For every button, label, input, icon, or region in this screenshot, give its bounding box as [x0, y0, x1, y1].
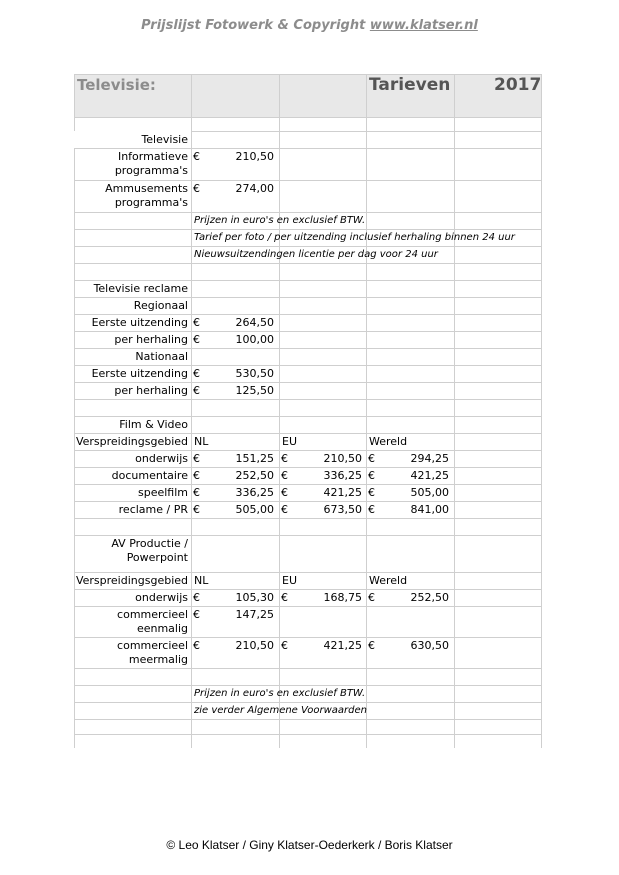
grid-line	[74, 484, 542, 485]
price-value: 168,75	[323, 591, 362, 604]
row-label-line: Informatieve	[117, 150, 188, 163]
grid-line	[74, 685, 542, 686]
region-header: EU	[282, 435, 298, 448]
grid-line	[74, 702, 542, 703]
euro-sign: €	[193, 367, 200, 380]
note-text: Nieuwsuitzendingen licentie per dag voor 24 uur	[194, 249, 438, 260]
row-label-line: Regionaal	[133, 299, 188, 312]
website-link[interactable]: www.klatser.nl	[369, 18, 478, 33]
grid-column-line	[191, 74, 192, 748]
euro-sign: €	[193, 316, 200, 329]
note-text: Prijzen in euro's en exclusief BTW.	[194, 215, 366, 226]
price-value: 264,50	[235, 316, 274, 329]
row-label-line: documentaire	[111, 469, 188, 482]
title-text: Prijslijst Fotowerk & Copyright	[141, 18, 370, 33]
row-label	[74, 182, 191, 210]
row-label-line: Powerpoint	[126, 551, 188, 564]
euro-sign: €	[193, 333, 200, 346]
price-value: 210,50	[235, 150, 274, 163]
price-value: 630,50	[410, 639, 449, 652]
grid-line	[74, 416, 542, 417]
price-value: 210,50	[323, 452, 362, 465]
row-label	[74, 452, 191, 466]
price-value: 147,25	[235, 608, 274, 621]
euro-sign: €	[193, 469, 200, 482]
price-value: 336,25	[235, 486, 274, 499]
euro-sign: €	[368, 452, 375, 465]
row-label	[74, 591, 191, 605]
price-value: 105,30	[235, 591, 274, 604]
price-table	[74, 74, 542, 748]
euro-sign: €	[193, 150, 200, 163]
note-text: Prijzen in euro's en exclusief BTW.	[194, 688, 366, 699]
row-label	[74, 133, 191, 147]
row-label-line: AV Productie /	[111, 537, 188, 550]
row-label-line: per herhaling	[114, 384, 188, 397]
grid-column-line	[366, 74, 367, 748]
row-label-line: per herhaling	[114, 333, 188, 346]
price-value: 294,25	[410, 452, 449, 465]
row-label	[74, 639, 191, 667]
euro-sign: €	[281, 639, 288, 652]
euro-sign: €	[281, 591, 288, 604]
price-value: 505,00	[235, 503, 274, 516]
price-value: 421,25	[323, 486, 362, 499]
note-text: Tarief per foto / per uitzending inclusief herhaling binnen 24 uur	[194, 232, 515, 243]
grid-line	[74, 399, 542, 400]
price-value: 421,25	[323, 639, 362, 652]
row-label	[74, 367, 191, 381]
euro-sign: €	[193, 182, 200, 195]
grid-line	[74, 501, 542, 502]
row-label-line: Eerste uitzending	[91, 367, 188, 380]
grid-line	[74, 589, 542, 590]
region-header: Wereld	[369, 574, 408, 587]
price-value: 151,25	[235, 452, 274, 465]
row-label-line: Eerste uitzending	[91, 316, 188, 329]
row-label	[74, 418, 191, 432]
euro-sign: €	[193, 486, 200, 499]
euro-sign: €	[368, 503, 375, 516]
price-value: 210,50	[235, 639, 274, 652]
euro-sign: €	[281, 503, 288, 516]
header-tariffs: Tarieven	[369, 75, 451, 95]
row-label-line: reclame / PR	[118, 503, 188, 516]
grid-line	[74, 280, 542, 281]
row-label-line: Film & Video	[119, 418, 188, 431]
row-label	[74, 503, 191, 517]
header-category: Televisie:	[77, 76, 156, 94]
price-value: 421,25	[410, 469, 449, 482]
price-value: 841,00	[410, 503, 449, 516]
grid-line	[74, 314, 542, 315]
grid-line	[74, 229, 542, 230]
row-label	[74, 574, 191, 588]
grid-column-line	[279, 74, 280, 748]
price-value: 673,50	[323, 503, 362, 516]
price-value: 505,00	[410, 486, 449, 499]
price-value: 252,50	[235, 469, 274, 482]
row-label-line: onderwijs	[135, 591, 188, 604]
grid-line	[74, 450, 542, 451]
row-label-line: programma's	[114, 196, 188, 209]
euro-sign: €	[368, 486, 375, 499]
price-value: 530,50	[235, 367, 274, 380]
grid-line	[74, 212, 542, 213]
row-label-line: eenmalig	[136, 622, 188, 635]
euro-sign: €	[193, 503, 200, 516]
euro-sign: €	[368, 639, 375, 652]
euro-sign: €	[368, 591, 375, 604]
euro-sign: €	[193, 384, 200, 397]
row-label-line: commercieel	[117, 639, 188, 652]
row-label-line: Ammusements	[105, 182, 188, 195]
region-header: Wereld	[369, 435, 408, 448]
grid-line	[74, 74, 542, 75]
row-label-line: programma's	[114, 164, 188, 177]
grid-line	[74, 637, 542, 638]
price-value: 336,25	[323, 469, 362, 482]
row-label-line: Televisie reclame	[93, 282, 188, 295]
region-header: NL	[194, 435, 209, 448]
grid-line	[74, 719, 542, 720]
row-label	[74, 282, 191, 296]
row-label	[74, 608, 191, 636]
row-label	[74, 350, 191, 364]
grid-line	[74, 148, 542, 149]
grid-line	[74, 572, 542, 573]
row-label-line: onderwijs	[135, 452, 188, 465]
price-value: 125,50	[235, 384, 274, 397]
row-label-line: Verspreidingsgebied	[75, 574, 188, 587]
grid-column-line	[541, 74, 542, 748]
grid-line	[74, 180, 542, 181]
euro-sign: €	[193, 608, 200, 621]
price-value: 252,50	[410, 591, 449, 604]
row-label	[74, 537, 191, 565]
grid-line	[74, 117, 542, 118]
euro-sign: €	[368, 469, 375, 482]
row-label	[74, 469, 191, 483]
grid-line	[74, 606, 542, 607]
euro-sign: €	[281, 469, 288, 482]
grid-line	[74, 365, 542, 366]
grid-line	[74, 263, 542, 264]
row-label	[74, 486, 191, 500]
price-value: 274,00	[235, 182, 274, 195]
euro-sign: €	[281, 452, 288, 465]
euro-sign: €	[281, 486, 288, 499]
row-label-line: Verspreidingsgebied	[75, 435, 188, 448]
grid-column-line	[454, 74, 455, 748]
grid-line	[74, 297, 542, 298]
row-label-line: commercieel	[117, 608, 188, 621]
grid-line	[74, 734, 542, 735]
row-label	[74, 299, 191, 313]
grid-line	[74, 433, 542, 434]
row-label	[74, 384, 191, 398]
euro-sign: €	[193, 452, 200, 465]
document-title	[0, 18, 619, 33]
grid-line	[74, 331, 542, 332]
grid-line	[74, 668, 542, 669]
euro-sign: €	[193, 591, 200, 604]
row-label	[74, 150, 191, 178]
row-label-line: Televisie	[141, 133, 188, 146]
grid-line	[74, 518, 542, 519]
region-header: NL	[194, 574, 209, 587]
grid-line	[74, 246, 542, 247]
header-year: 2017	[494, 75, 542, 95]
grid-line	[74, 382, 542, 383]
row-label	[74, 435, 191, 449]
row-label-line: Nationaal	[135, 350, 188, 363]
grid-line	[74, 348, 542, 349]
euro-sign: €	[193, 639, 200, 652]
price-value: 100,00	[235, 333, 274, 346]
grid-line	[74, 535, 542, 536]
row-label-line: meermalig	[128, 653, 188, 666]
note-text: zie verder Algemene Voorwaarden	[194, 705, 367, 716]
region-header: EU	[282, 574, 298, 587]
row-label-line: speelfilm	[137, 486, 188, 499]
copyright-footer: © Leo Klatser / Giny Klatser-Oederkerk / Boris Klatser	[166, 838, 453, 852]
row-label	[74, 316, 191, 330]
row-label	[74, 333, 191, 347]
grid-line	[74, 467, 542, 468]
